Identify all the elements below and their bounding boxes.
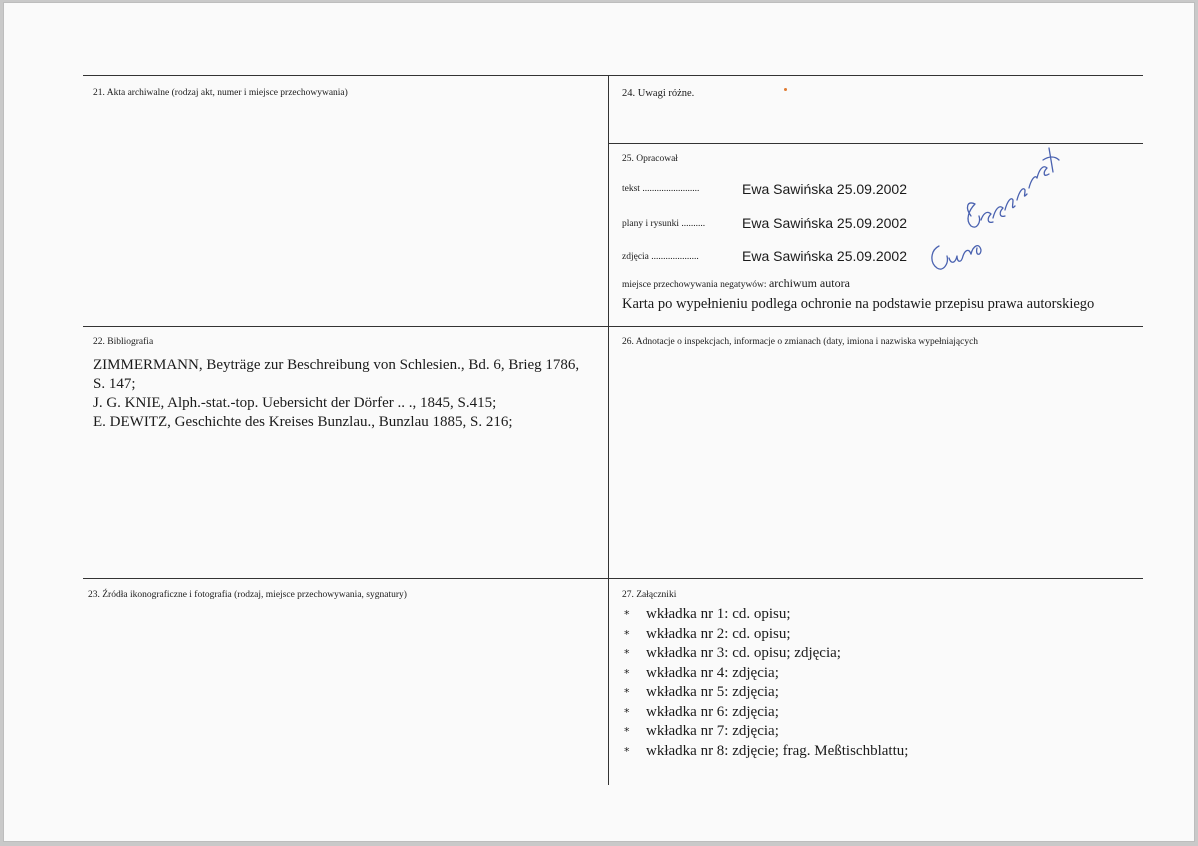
rule-row3 [83,578,1143,579]
row-tekst-label: tekst ........................ [622,184,700,194]
handwritten-signature [925,138,1065,278]
bullet-star: * [624,725,630,738]
attachments-list [624,605,908,761]
attachment-text: wkładka nr 8: zdjęcie; frag. Meßtischblattu; [646,742,909,759]
bullet-star: * [624,744,630,758]
attachment-item [624,625,908,645]
bibliography-list [93,356,608,432]
attachment-item [624,722,908,742]
section-23-label: 23. Źródła ikonograficzne i fotografia (rodzaj, miejsce przechowywania, sygnatury) [88,590,407,600]
attachment-item [624,742,908,762]
bibliography-entry: S. 147; [93,376,136,392]
section-25-label: 25. Opracował [622,154,678,164]
attachment-text: wkładka nr 1: cd. opisu; [646,606,791,622]
copyright-note: Karta po wypełnieniu podlega ochronie na podstawie przepisu prawa autorskiego [622,296,1095,312]
bullet-star: * [624,705,630,719]
attachment-text: wkładka nr 5: zdjęcia; [646,684,779,700]
section-21-label: 21. Akta archiwalne (rodzaj akt, numer i miejsce przechowywania) [93,88,348,98]
attachment-text: wkładka nr 2: cd. opisu; [646,625,791,642]
negatives-label: miejsce przechowywania negatywów: [622,280,767,290]
bullet-star: * [624,647,630,660]
attachment-item [624,664,908,684]
row-zdjecia-value: Ewa Sawińska 25.09.2002 [742,248,907,264]
row-plany-label: plany i rysunki .......... [622,219,706,229]
ink-dot [784,88,787,91]
bullet-star: * [624,608,630,621]
row-zdjecia-label: zdjęcia .................... [622,252,699,262]
bullet-star: * [624,627,630,641]
bibliography-entry: E. DEWITZ, Geschichte des Kreises Bunzlau., Bunzlau 1885, S. 216; [93,414,513,430]
attachment-text: wkładka nr 7: zdjęcia; [646,723,779,739]
row-tekst-value: Ewa Sawińska 25.09.2002 [742,181,907,197]
attachment-item [624,703,908,723]
attachment-item [624,605,908,625]
section-26-label: 26. Adnotacje o inspekcjach, informacje o zmianach (daty, imiona i nazwiska wypełniających [622,337,979,347]
section-24-label: 24. Uwagi różne. [622,88,695,99]
attachment-text: wkładka nr 4: zdjęcia; [646,664,779,681]
negatives-value: archiwum autora [768,276,850,290]
attachment-text: wkładka nr 6: zdjęcia; [646,703,779,720]
section-22-label: 22. Bibliografia [93,337,154,347]
rule-row2 [83,326,1143,327]
negatives-line [622,276,850,291]
attachment-item [624,644,908,664]
section-27-label: 27. Załączniki [622,590,677,600]
bullet-star: * [624,686,630,699]
bibliography-entry: ZIMMERMANN, Beyträge zur Beschreibung von Schlesien., Bd. 6, Brieg 1786, [93,357,580,373]
bibliography-entry: J. G. KNIE, Alph.-stat.-top. Uebersicht der Dörfer .. ., 1845, S.415; [93,395,497,411]
rule-center [608,75,609,785]
attachment-item [624,683,908,703]
attachment-text: wkładka nr 3: cd. opisu; zdjęcia; [646,645,841,661]
bullet-star: * [624,666,630,680]
row-plany-value: Ewa Sawińska 25.09.2002 [742,215,907,231]
rule-top [83,75,1143,76]
